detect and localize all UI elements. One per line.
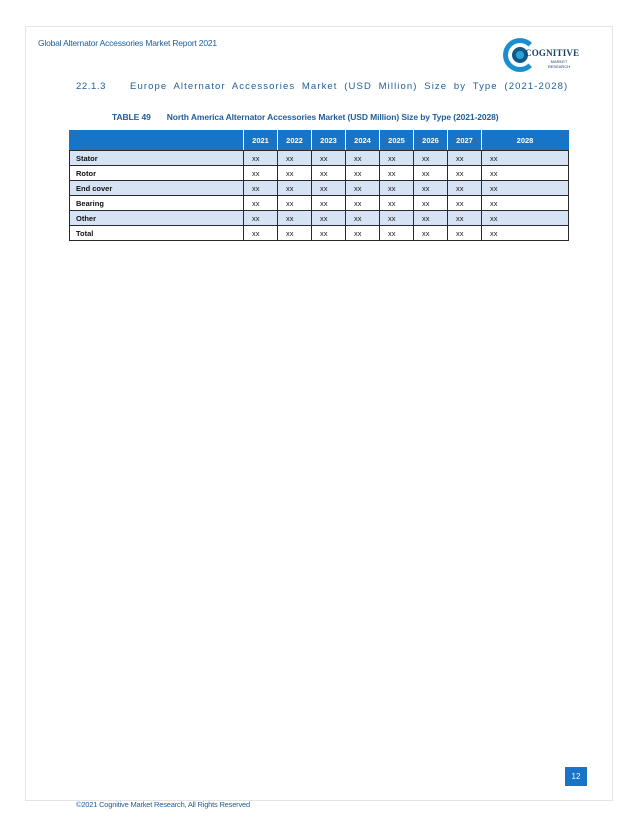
row-label: End cover (70, 181, 244, 196)
table-cell: xx (380, 211, 414, 226)
table-cell: xx (278, 151, 312, 166)
section-heading (76, 81, 568, 92)
table-cell: xx (448, 226, 482, 241)
table-cell: xx (448, 166, 482, 181)
table-header-row (70, 131, 569, 151)
table-cell: xx (380, 166, 414, 181)
table-row (70, 181, 569, 196)
table-cell: xx (244, 166, 278, 181)
table-cell: xx (414, 226, 448, 241)
row-label: Total (70, 226, 244, 241)
table-cell: xx (278, 196, 312, 211)
table-cell: xx (312, 166, 346, 181)
row-label: Bearing (70, 196, 244, 211)
row-label: Rotor (70, 166, 244, 181)
table-cell: xx (278, 181, 312, 196)
row-label: Stator (70, 151, 244, 166)
table-cell: xx (244, 226, 278, 241)
page-number: 12 (565, 767, 587, 786)
market-size-table (69, 130, 569, 241)
table-cell: xx (346, 211, 380, 226)
table-body (70, 151, 569, 241)
column-header: 2025 (380, 131, 414, 151)
table-row (70, 211, 569, 226)
column-header: 2024 (346, 131, 380, 151)
logo-brand-text: COGNITIVE (525, 48, 580, 58)
table-cell: xx (244, 151, 278, 166)
table-cell: xx (312, 181, 346, 196)
table-row (70, 226, 569, 241)
column-header: 2021 (244, 131, 278, 151)
table-row (70, 166, 569, 181)
column-header: 2026 (414, 131, 448, 151)
table-cell: xx (380, 226, 414, 241)
table-cell: xx (448, 211, 482, 226)
table-cell: xx (278, 211, 312, 226)
table-cell: xx (312, 226, 346, 241)
column-header: 2022 (278, 131, 312, 151)
table-cell: xx (482, 226, 569, 241)
table-cell: xx (346, 151, 380, 166)
cognitive-logo (503, 38, 580, 78)
column-header: 2027 (448, 131, 482, 151)
table-cell: xx (312, 196, 346, 211)
table-cell: xx (414, 196, 448, 211)
report-header-title: Global Alternator Accessories Market Report 2021 (38, 38, 217, 48)
table-row (70, 196, 569, 211)
table-cell: xx (346, 181, 380, 196)
table-cell: xx (346, 166, 380, 181)
table-caption-title: North America Alternator Accessories Market (USD Million) Size by Type (2021-2028) (166, 112, 499, 122)
section-number: 22.1.3 (76, 81, 107, 92)
table-cell: xx (414, 181, 448, 196)
table-cell: xx (278, 166, 312, 181)
table-cell: xx (448, 196, 482, 211)
table-row (70, 151, 569, 166)
table-cell: xx (380, 151, 414, 166)
table-cell: xx (312, 151, 346, 166)
row-label: Other (70, 211, 244, 226)
table-cell: xx (380, 196, 414, 211)
column-header: 2028 (482, 131, 569, 151)
table-cell: xx (448, 181, 482, 196)
table-cell: xx (380, 181, 414, 196)
section-title: Europe Alternator Accessories Market (USD Million) Size by Type (2021-2028) (130, 81, 569, 92)
table-cell: xx (482, 166, 569, 181)
table-cell: xx (346, 196, 380, 211)
table-header-corner (70, 131, 244, 151)
table-cell: xx (414, 211, 448, 226)
table-cell: xx (482, 151, 569, 166)
footer-copyright: ©2021 Cognitive Market Research, All Rights Reserved (76, 800, 250, 809)
table-caption-number: TABLE 49 (112, 112, 151, 122)
table-cell: xx (482, 181, 569, 196)
table-cell: xx (278, 226, 312, 241)
table-cell: xx (346, 226, 380, 241)
table-cell: xx (244, 181, 278, 196)
logo-tagline: MARKET RESEARCH (547, 59, 571, 69)
table-cell: xx (448, 151, 482, 166)
table-caption (112, 112, 498, 122)
table-cell: xx (482, 211, 569, 226)
table-cell: xx (244, 196, 278, 211)
column-header: 2023 (312, 131, 346, 151)
table-cell: xx (414, 151, 448, 166)
table-cell: xx (482, 196, 569, 211)
table-cell: xx (414, 166, 448, 181)
table-cell: xx (312, 211, 346, 226)
table-cell: xx (244, 211, 278, 226)
